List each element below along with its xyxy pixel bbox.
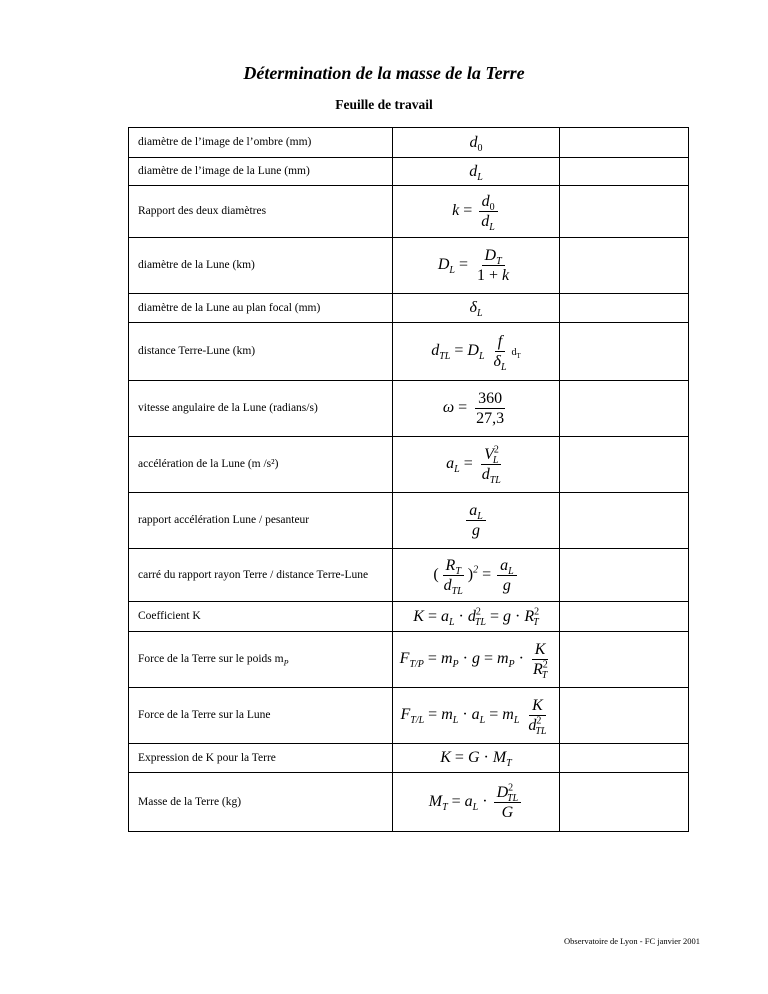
omega-denominator: 27,3 (476, 410, 505, 427)
table-row (129, 632, 689, 688)
worksheet-table (128, 127, 689, 832)
row-label: diamètre de la Lune (km) (129, 238, 393, 294)
answer-cell[interactable] (560, 549, 689, 602)
row-label: Expression de K pour la Terre (129, 744, 393, 773)
row-label: Force de la Terre sur la Lune (129, 688, 393, 744)
answer-cell[interactable] (560, 186, 689, 238)
table-row (129, 128, 689, 158)
omega-numerator: 360 (475, 389, 505, 409)
formula-aL-over-g: $\frac{a_L}{g}$ (393, 493, 560, 549)
table-row (129, 381, 689, 437)
row-label: diamètre de l’image de l’ombre (mm) (129, 128, 393, 158)
row-label: accélération de la Lune (m /s²) (129, 437, 393, 493)
formula-d0: $d_0$ (393, 128, 560, 158)
table-row (129, 437, 689, 493)
answer-cell[interactable] (560, 773, 689, 832)
row-label: rapport accélération Lune / pesanteur (129, 493, 393, 549)
formula-dTL: $d_{TL} = D_L$ $\frac{f}{\delta_L}$ $d_T$ (393, 323, 560, 381)
table-row (129, 744, 689, 773)
table-row (129, 158, 689, 186)
page-subtitle: Feuille de travail (335, 97, 433, 112)
row-label: distance Terre-Lune (km) (129, 323, 393, 381)
formula-K-G: $K = G \cdot M_T$ (393, 744, 560, 773)
row-label: carré du rapport rayon Terre / distance Terre-Lune (129, 549, 393, 602)
table-row (129, 549, 689, 602)
table-row (129, 773, 689, 832)
page-title: Détermination de la masse de la Terre (243, 63, 525, 83)
table-row (129, 688, 689, 744)
formula-aL: $a_L$ = $\frac{V^2_L}{d_{TL}}$ (393, 437, 560, 493)
answer-cell[interactable] (560, 632, 689, 688)
row-label: vitesse angulaire de la Lune (radians/s) (129, 381, 393, 437)
answer-cell[interactable] (560, 238, 689, 294)
formula-deltaL: $\delta_L$ (393, 294, 560, 323)
answer-cell[interactable] (560, 602, 689, 632)
row-label: Rapport des deux diamètres (129, 186, 393, 238)
answer-cell[interactable] (560, 294, 689, 323)
table-row (129, 323, 689, 381)
formula-DL: $D_L$ = $\frac{D_T}{1 + k}$ (393, 238, 560, 294)
dT-symbol: d (511, 347, 517, 359)
table-row (129, 294, 689, 323)
formula-omega: ω = $\frac{360}{27,3}$ (393, 381, 560, 437)
table-row (129, 493, 689, 549)
table-row (129, 238, 689, 294)
row-label: Coefficient K (129, 602, 393, 632)
formula-F-TP: $F_{T/P} = m_P \cdot g = m_P$ · $\frac{K}{R^2_T}$ (393, 632, 560, 688)
row-label: diamètre de la Lune au plan focal (mm) (129, 294, 393, 323)
formula-K: $K = a_L \cdot d^2_{TL} = g \cdot R^2_T$ (393, 602, 560, 632)
answer-cell[interactable] (560, 688, 689, 744)
answer-cell[interactable] (560, 744, 689, 773)
formula-ratio-squared: ( $\frac{R_T}{d_{TL}}$ )$^2$ = $\frac{a_L}{g}$ (393, 549, 560, 602)
formula-dL: $d_L$ (393, 158, 560, 186)
answer-cell[interactable] (560, 493, 689, 549)
answer-cell[interactable] (560, 437, 689, 493)
formula-k: k = $\frac{d_0}{d_L}$ (393, 186, 560, 238)
formula-F-TL: $F_{T/L} = m_L \cdot a_L = m_L$ $\frac{K}{d^2_{TL}}$ (393, 688, 560, 744)
answer-cell[interactable] (560, 323, 689, 381)
answer-cell[interactable] (560, 381, 689, 437)
table-row (129, 602, 689, 632)
footer-credit: Observatoire de Lyon - FC janvier 2001 (564, 936, 700, 946)
answer-cell[interactable] (560, 128, 689, 158)
table-row (129, 186, 689, 238)
row-label: Force de la Terre sur le poids $m_P$ (129, 632, 393, 688)
row-label: diamètre de l’image de la Lune (mm) (129, 158, 393, 186)
formula-MT: $M_T = a_L$ · $\frac{D^2_{TL}}{G}$ (393, 773, 560, 832)
row-label: Masse de la Terre (kg) (129, 773, 393, 832)
answer-cell[interactable] (560, 158, 689, 186)
